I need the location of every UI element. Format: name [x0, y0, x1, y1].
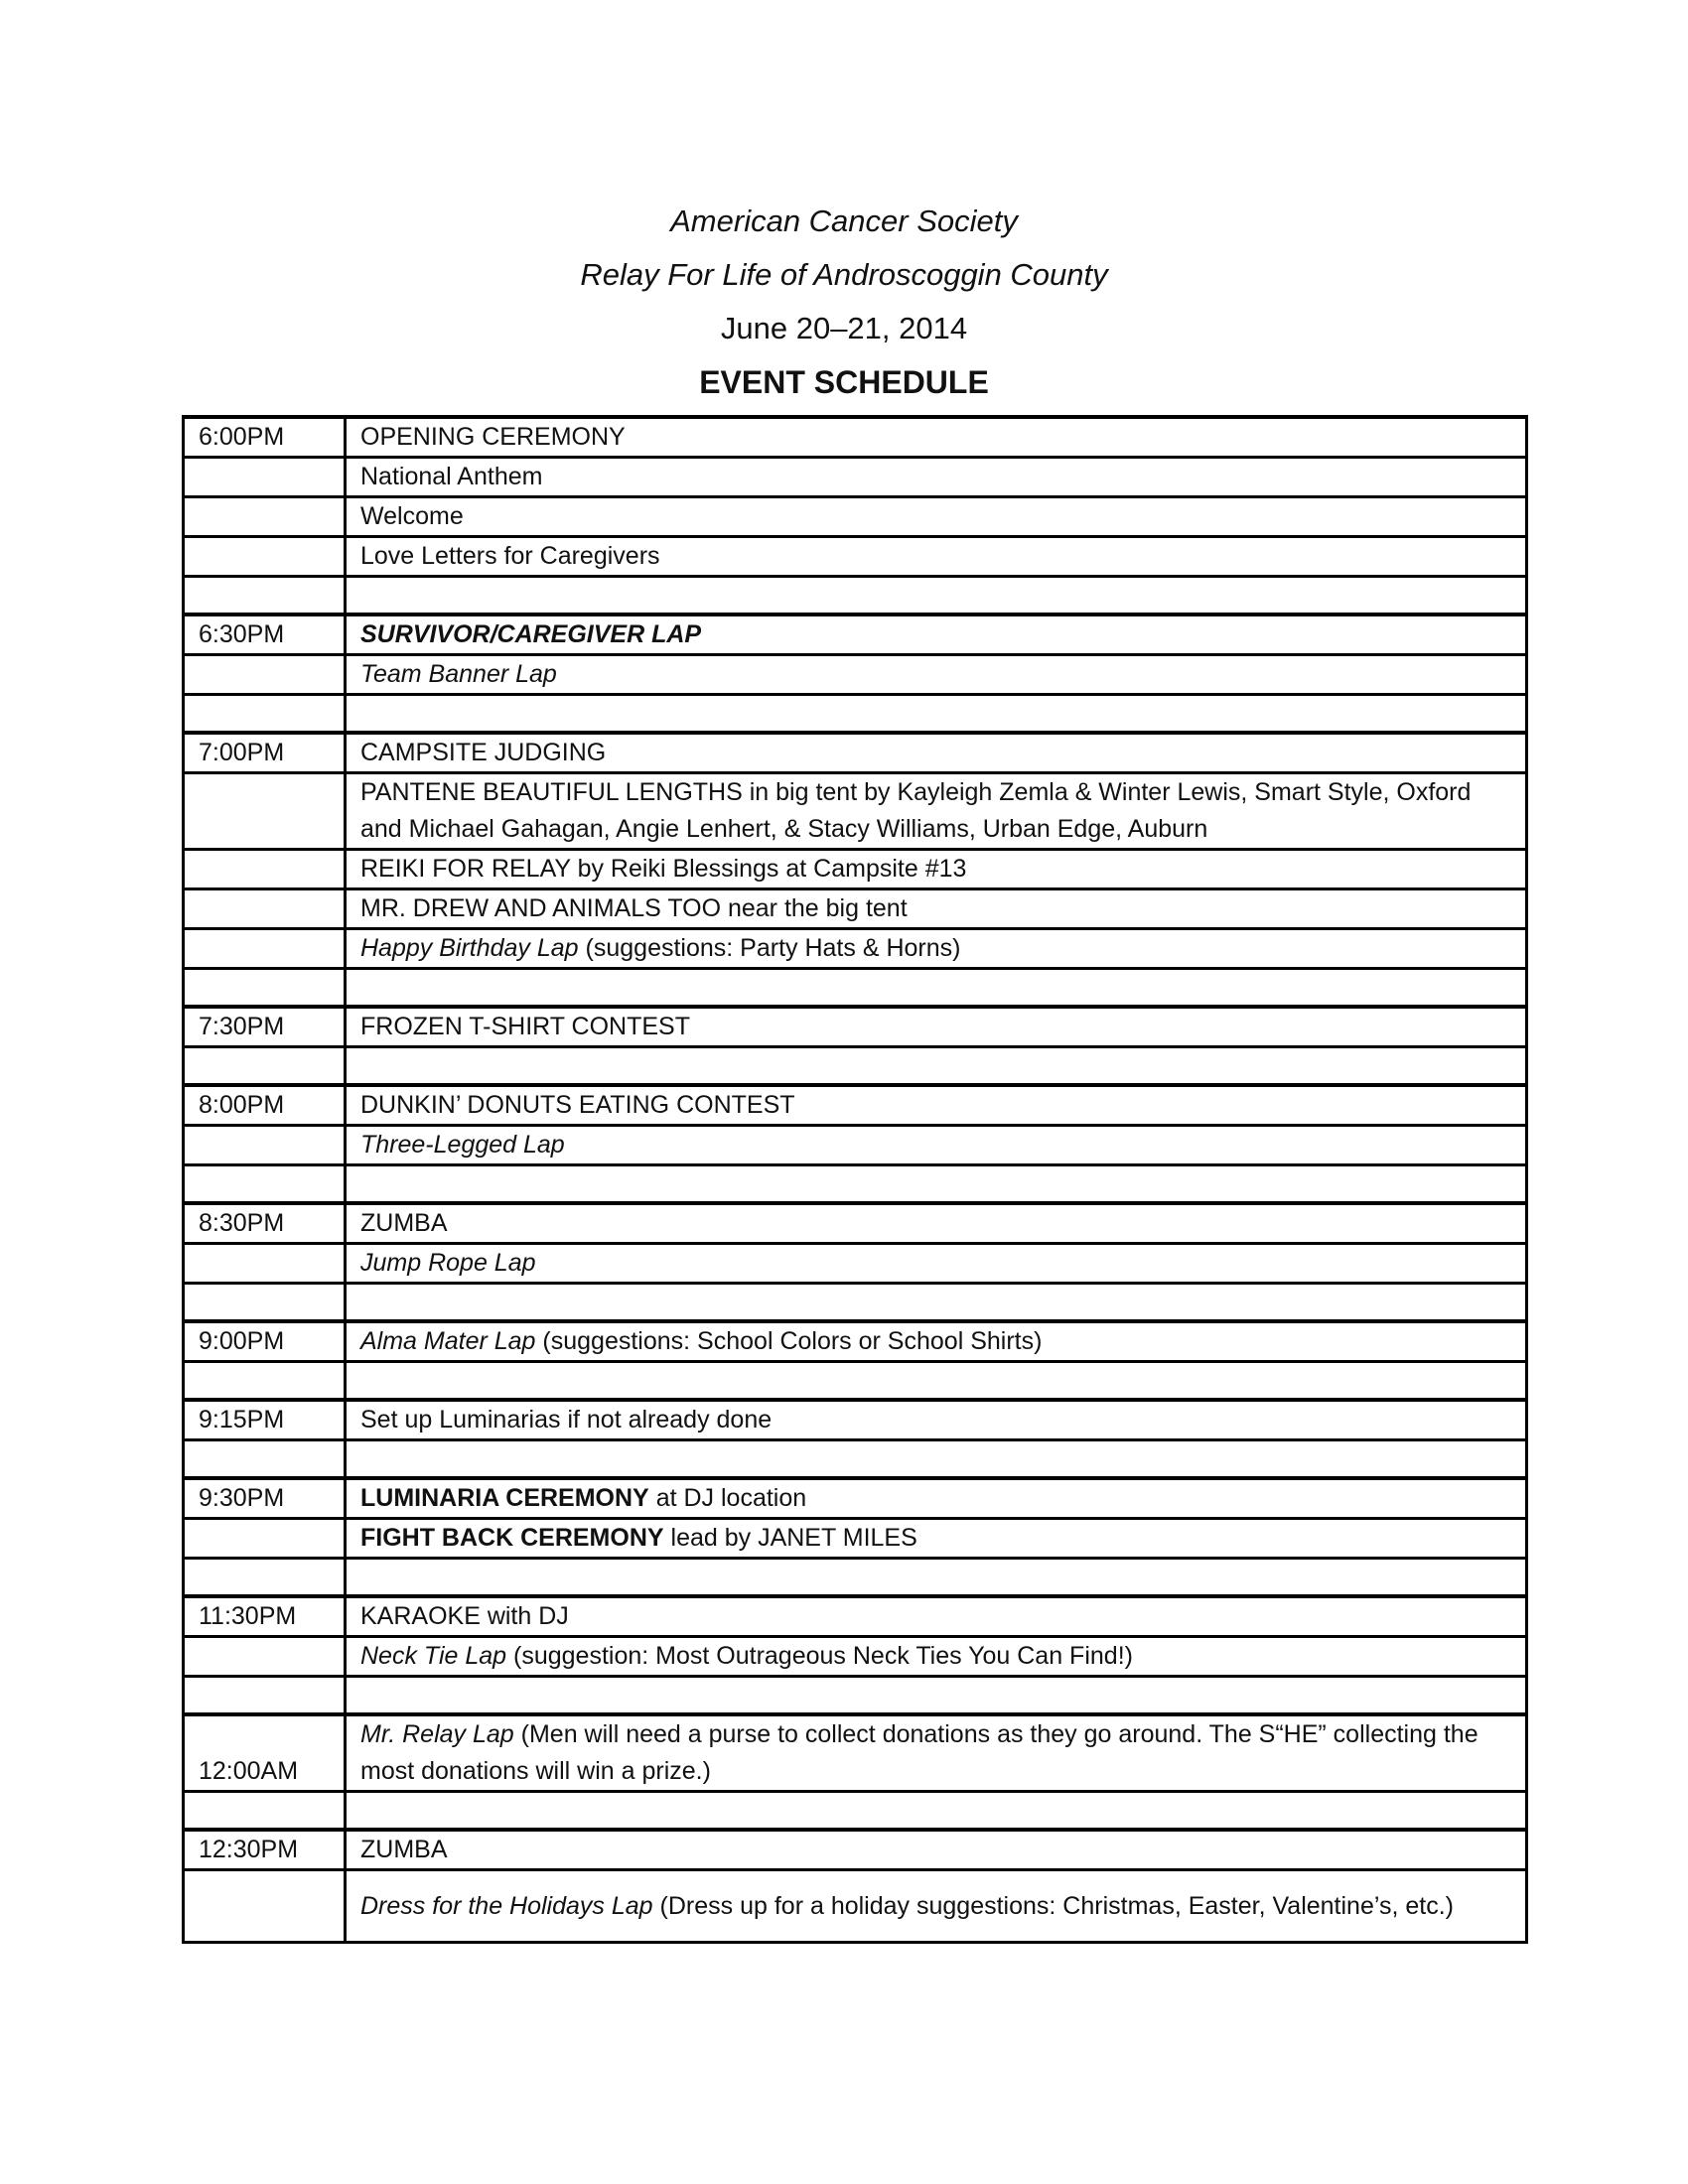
time-cell: 8:00PM — [184, 1085, 346, 1126]
schedule-row — [184, 614, 1527, 655]
activity-text: Alma Mater Lap — [360, 1327, 536, 1355]
schedule-row — [184, 1870, 1527, 1943]
schedule-row — [184, 1362, 1527, 1401]
event-dates: June 20–21, 2014 — [720, 311, 968, 345]
schedule-row — [184, 1165, 1527, 1204]
time-cell: 8:30PM — [184, 1203, 346, 1244]
document-header — [0, 195, 1688, 409]
time-cell — [184, 1362, 346, 1401]
schedule-table — [182, 415, 1528, 1944]
activity-cell — [346, 1714, 1527, 1792]
activity-text: Welcome — [360, 502, 464, 530]
schedule-row — [184, 969, 1527, 1008]
activity-cell — [346, 850, 1527, 889]
activity-cell — [346, 929, 1527, 969]
time-cell — [184, 969, 346, 1008]
activity-cell — [346, 1830, 1527, 1870]
activity-text: ZUMBA — [360, 1836, 448, 1863]
activity-text: Team Banner Lap — [360, 660, 557, 688]
time-cell — [184, 537, 346, 577]
activity-cell — [346, 577, 1527, 615]
time-cell — [184, 1792, 346, 1831]
time-cell: 6:00PM — [184, 417, 346, 458]
schedule-row — [184, 889, 1527, 929]
time-cell: 9:30PM — [184, 1478, 346, 1519]
schedule-row — [184, 1519, 1527, 1559]
activity-text: at DJ location — [648, 1484, 807, 1512]
activity-cell — [346, 1362, 1527, 1401]
activity-text: REIKI FOR RELAY by Reiki Blessings at Campsite #13 — [360, 855, 967, 883]
time-cell: 7:30PM — [184, 1007, 346, 1047]
activity-cell — [346, 1284, 1527, 1322]
time-cell — [184, 850, 346, 889]
activity-text: (suggestions: School Colors or School Shirts) — [535, 1327, 1043, 1355]
activity-text: (suggestions: Party Hats & Horns) — [578, 934, 961, 962]
activity-text: FROZEN T-SHIRT CONTEST — [360, 1013, 690, 1040]
activity-cell — [346, 655, 1527, 695]
activity-cell — [346, 969, 1527, 1008]
schedule-row — [184, 773, 1527, 850]
time-cell — [184, 1284, 346, 1322]
time-cell — [184, 889, 346, 929]
activity-cell — [346, 1478, 1527, 1519]
schedule-row — [184, 1830, 1527, 1870]
schedule-row — [184, 1203, 1527, 1244]
schedule-row — [184, 1714, 1527, 1792]
time-cell — [184, 1519, 346, 1559]
schedule-row — [184, 929, 1527, 969]
time-cell — [184, 655, 346, 695]
activity-cell — [346, 614, 1527, 655]
activity-cell — [346, 537, 1527, 577]
schedule-row — [184, 733, 1527, 773]
time-cell — [184, 1637, 346, 1677]
time-cell: 11:30PM — [184, 1596, 346, 1637]
schedule-row — [184, 537, 1527, 577]
activity-cell — [346, 695, 1527, 734]
time-cell — [184, 577, 346, 615]
schedule-row — [184, 1559, 1527, 1597]
activity-text: lead by JANET MILES — [663, 1524, 917, 1552]
activity-cell — [346, 458, 1527, 497]
time-cell: 6:30PM — [184, 614, 346, 655]
schedule-row — [184, 1321, 1527, 1362]
activity-text: (Dress up for a holiday suggestions: Christmas, Easter, Valentine’s, etc.) — [652, 1891, 1454, 1920]
schedule-row — [184, 417, 1527, 458]
schedule-row — [184, 458, 1527, 497]
activity-cell — [346, 1400, 1527, 1440]
activity-text: ZUMBA — [360, 1209, 448, 1237]
time-cell — [184, 773, 346, 850]
activity-text: FIGHT BACK CEREMONY — [360, 1524, 664, 1552]
activity-text: DUNKIN’ DONUTS EATING CONTEST — [360, 1091, 795, 1119]
activity-text: Jump Rope Lap — [360, 1249, 536, 1277]
activity-cell — [346, 1637, 1527, 1677]
activity-text: SURVIVOR/CAREGIVER LAP — [360, 620, 702, 648]
activity-cell — [346, 1870, 1527, 1943]
schedule-row — [184, 1677, 1527, 1715]
time-cell — [184, 1559, 346, 1597]
activity-cell — [346, 773, 1527, 850]
time-cell — [184, 695, 346, 734]
activity-text: CAMPSITE JUDGING — [360, 739, 607, 766]
activity-text: LUMINARIA CEREMONY — [360, 1484, 649, 1512]
activity-text: Set up Luminarias if not already done — [360, 1406, 773, 1433]
schedule-row — [184, 1284, 1527, 1322]
activity-cell — [346, 1559, 1527, 1597]
activity-cell — [346, 417, 1527, 458]
activity-cell — [346, 889, 1527, 929]
activity-cell — [346, 1677, 1527, 1715]
activity-text: OPENING CEREMONY — [360, 423, 626, 451]
activity-cell — [346, 1203, 1527, 1244]
activity-text: MR. DREW AND ANIMALS TOO near the big tent — [360, 894, 908, 922]
schedule-row — [184, 655, 1527, 695]
activity-cell — [346, 1007, 1527, 1047]
activity-cell — [346, 1792, 1527, 1831]
time-cell — [184, 497, 346, 537]
activity-text: Mr. Relay Lap — [360, 1720, 514, 1748]
schedule-row — [184, 1637, 1527, 1677]
activity-cell — [346, 1165, 1527, 1204]
activity-text: KARAOKE with DJ — [360, 1602, 569, 1630]
schedule-row — [184, 497, 1527, 537]
activity-cell — [346, 1440, 1527, 1479]
activity-text: Three-Legged Lap — [360, 1131, 565, 1159]
schedule-row — [184, 1792, 1527, 1831]
schedule-row — [184, 1440, 1527, 1479]
activity-cell — [346, 1519, 1527, 1559]
time-cell — [184, 1440, 346, 1479]
schedule-row — [184, 850, 1527, 889]
time-cell: 12:30PM — [184, 1830, 346, 1870]
time-cell — [184, 1244, 346, 1284]
schedule-row — [184, 1047, 1527, 1086]
activity-text: Love Letters for Caregivers — [360, 542, 660, 570]
time-cell: 9:00PM — [184, 1321, 346, 1362]
time-cell — [184, 1677, 346, 1715]
activity-cell — [346, 1126, 1527, 1165]
time-cell: 9:15PM — [184, 1400, 346, 1440]
activity-text: Dress for the Holidays Lap — [360, 1891, 653, 1920]
schedule-row — [184, 1085, 1527, 1126]
activity-cell — [346, 1321, 1527, 1362]
activity-text: (suggestion: Most Outrageous Neck Ties You Can Find!) — [506, 1642, 1133, 1670]
schedule-row — [184, 1400, 1527, 1440]
schedule-row — [184, 577, 1527, 615]
schedule-row — [184, 1244, 1527, 1284]
event-name: Relay For Life of Androscoggin County — [580, 257, 1108, 292]
time-cell — [184, 1126, 346, 1165]
schedule-row — [184, 1478, 1527, 1519]
activity-text: (Men will need a purse to collect donations as they go around. The S“HE” collecting the most donations will win a prize.) — [360, 1720, 1478, 1785]
time-cell — [184, 929, 346, 969]
page-title: EVENT SCHEDULE — [699, 364, 989, 400]
activity-cell — [346, 1596, 1527, 1637]
activity-text: Happy Birthday Lap — [360, 934, 579, 962]
time-cell: 12:00AM — [184, 1714, 346, 1792]
activity-text: Neck Tie Lap — [360, 1642, 507, 1670]
time-cell: 7:00PM — [184, 733, 346, 773]
activity-cell — [346, 1085, 1527, 1126]
time-cell — [184, 458, 346, 497]
schedule-row — [184, 1007, 1527, 1047]
time-cell — [184, 1047, 346, 1086]
time-cell — [184, 1870, 346, 1943]
activity-cell — [346, 733, 1527, 773]
schedule-row — [184, 1126, 1527, 1165]
activity-cell — [346, 497, 1527, 537]
activity-cell — [346, 1047, 1527, 1086]
activity-text: National Anthem — [360, 463, 543, 490]
organization-name: American Cancer Society — [670, 204, 1018, 238]
schedule-row — [184, 695, 1527, 734]
activity-cell — [346, 1244, 1527, 1284]
activity-text: PANTENE BEAUTIFUL LENGTHS in big tent by Kayleigh Zemla & Winter Lewis, Smart Style, Oxford and Michael Gahagan, Angie Lenhert, & Stacy Williams, Urban Edge, Auburn — [360, 778, 1472, 843]
schedule-row — [184, 1596, 1527, 1637]
time-cell — [184, 1165, 346, 1204]
